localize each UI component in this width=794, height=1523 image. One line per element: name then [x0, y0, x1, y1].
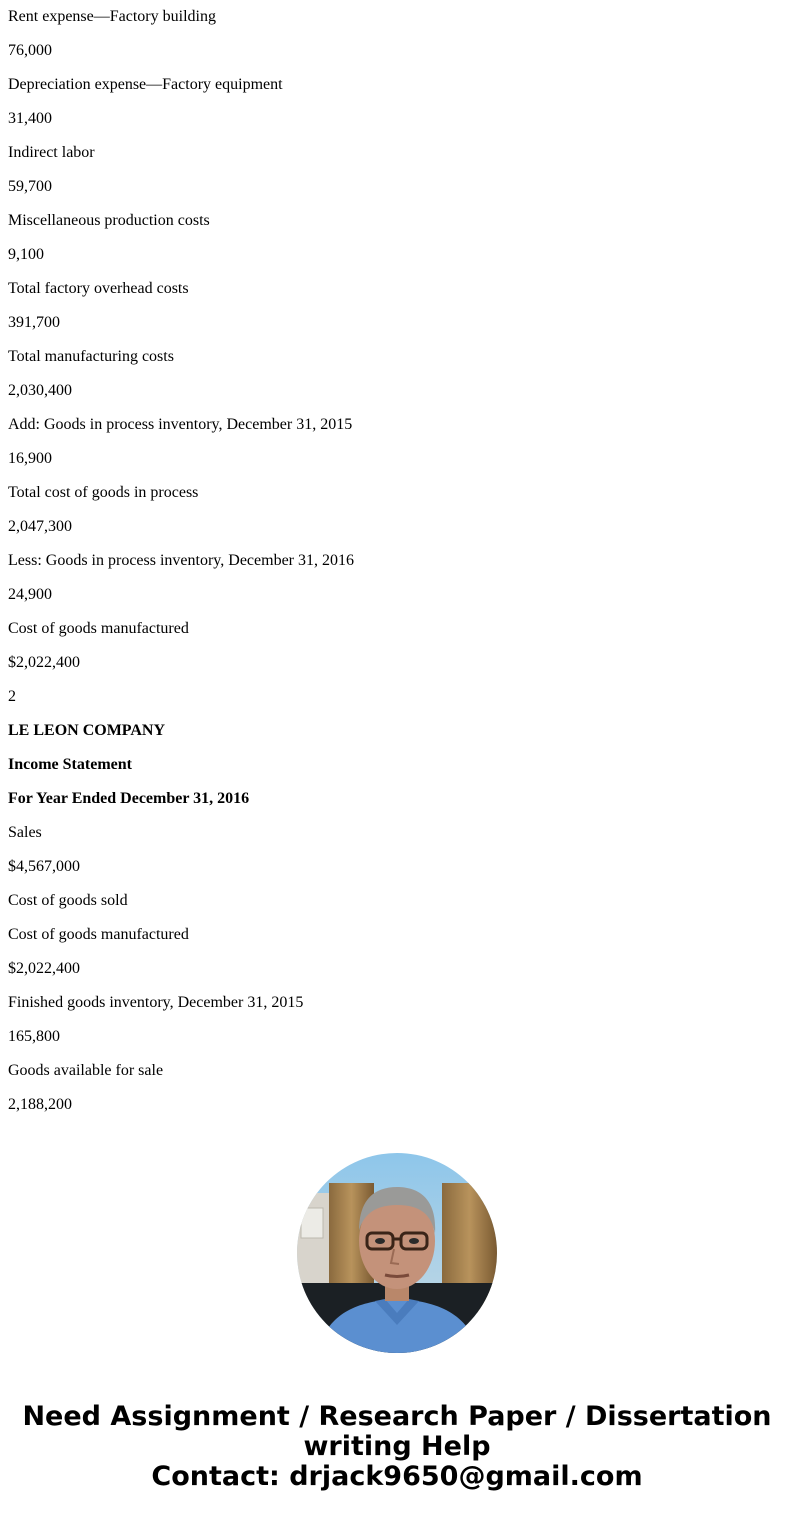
line-cogm2-value: $2,022,400 — [8, 960, 80, 977]
statement-heading: Income Statement — [8, 756, 132, 773]
line-misc-production-label: Miscellaneous production costs — [8, 212, 210, 229]
line-fg-inventory-label: Finished goods inventory, December 31, 2015 — [8, 994, 304, 1011]
line-total-manufacturing-value: 2,030,400 — [8, 382, 72, 399]
line-cogm2-label: Cost of goods manufactured — [8, 926, 189, 943]
line-depreciation-label: Depreciation expense—Factory equipment — [8, 76, 283, 93]
line-total-gip-label: Total cost of goods in process — [8, 484, 199, 501]
line-total-overhead-label: Total factory overhead costs — [8, 280, 189, 297]
line-indirect-labor-label: Indirect labor — [8, 144, 95, 161]
line-cogm-value: $2,022,400 — [8, 654, 80, 671]
author-avatar — [297, 1153, 497, 1353]
line-depreciation-value: 31,400 — [8, 110, 52, 127]
line-indirect-labor-value: 59,700 — [8, 178, 52, 195]
line-less-gip-label: Less: Goods in process inventory, December 31, 2016 — [8, 552, 354, 569]
period-heading: For Year Ended December 31, 2016 — [8, 790, 250, 807]
line-misc-production-value: 9,100 — [8, 246, 44, 263]
line-sales-value: $4,567,000 — [8, 858, 80, 875]
line-less-gip-value: 24,900 — [8, 586, 52, 603]
line-goods-available-value: 2,188,200 — [8, 1096, 72, 1113]
line-rent-expense-value: 76,000 — [8, 42, 52, 59]
line-total-manufacturing-label: Total manufacturing costs — [8, 348, 174, 365]
section-number: 2 — [8, 688, 16, 705]
promo-line-2: writing Help — [303, 1431, 491, 1462]
line-cogm-label: Cost of goods manufactured — [8, 620, 189, 637]
line-total-overhead-value: 391,700 — [8, 314, 60, 331]
promo-line-1: Need Assignment / Research Paper / Dissertation — [22, 1401, 772, 1432]
promo-banner — [0, 1402, 794, 1492]
line-goods-available-label: Goods available for sale — [8, 1062, 164, 1079]
line-fg-inventory-value: 165,800 — [8, 1028, 60, 1045]
line-add-gip-value: 16,900 — [8, 450, 52, 467]
line-sales-label: Sales — [8, 824, 42, 841]
document-body — [8, 0, 786, 1122]
line-cogs-label: Cost of goods sold — [8, 892, 128, 909]
company-heading: LE LEON COMPANY — [8, 722, 166, 739]
line-rent-expense-label: Rent expense—Factory building — [8, 8, 216, 25]
line-add-gip-label: Add: Goods in process inventory, December 31, 2015 — [8, 416, 353, 433]
promo-contact: Contact: drjack9650@gmail.com — [151, 1461, 643, 1492]
line-total-gip-value: 2,047,300 — [8, 518, 72, 535]
